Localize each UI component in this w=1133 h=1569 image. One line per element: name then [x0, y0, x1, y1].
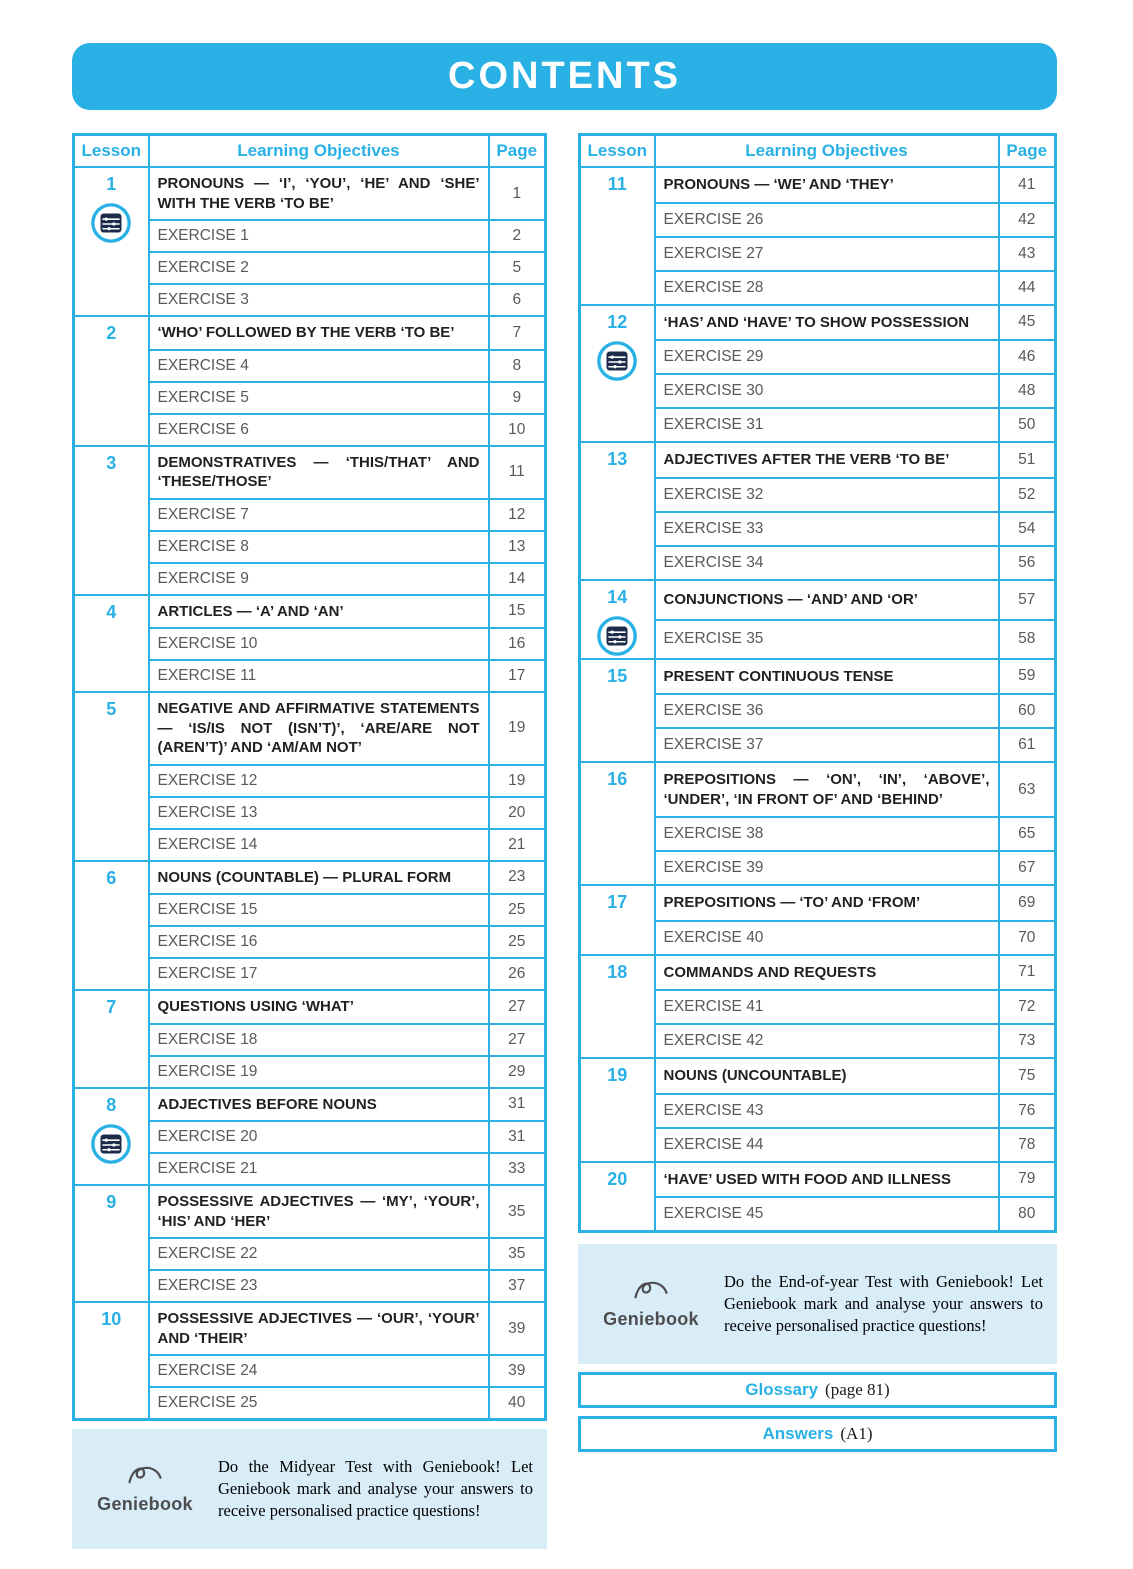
- page-number: 78: [999, 1128, 1056, 1162]
- lesson-number: 11: [607, 174, 627, 194]
- column-header-page: Page: [999, 135, 1056, 168]
- exercise-label: EXERCISE 5: [149, 382, 489, 414]
- abacus-lesson-icon: [76, 202, 147, 244]
- page-number: 9: [489, 382, 546, 414]
- abacus-lesson-icon: [76, 1123, 147, 1165]
- lesson-title: ‘HAVE’ USED WITH FOOD AND ILLNESS: [655, 1162, 999, 1198]
- page-number: 44: [999, 271, 1056, 305]
- page-number: 19: [489, 765, 546, 797]
- exercise-label: EXERCISE 18: [149, 1024, 489, 1056]
- lesson-number: 17: [607, 892, 628, 912]
- page-number: 37: [489, 1270, 546, 1302]
- exercise-label: EXERCISE 33: [655, 512, 999, 546]
- page-number: 63: [999, 762, 1056, 817]
- midyear-callout-text: Do the Midyear Test with Geniebook! Let Geniebook mark and analyse your answers to receive personalised practice questions!: [218, 1457, 533, 1520]
- geniebook-wordmark: Geniebook: [603, 1309, 699, 1329]
- page-number: 40: [489, 1387, 546, 1420]
- abacus-lesson-icon: [582, 615, 653, 657]
- column-header-lesson: Lesson: [74, 135, 149, 168]
- lesson-title: ‘HAS’ AND ‘HAVE’ TO SHOW POSSESSION: [655, 305, 999, 341]
- lesson-title: CONJUNCTIONS — ‘AND’ AND ‘OR’: [655, 580, 999, 620]
- lesson-number: 10: [101, 1309, 122, 1329]
- exercise-label: EXERCISE 10: [149, 628, 489, 660]
- exercise-label: EXERCISE 3: [149, 284, 489, 316]
- lesson-title-row: [74, 861, 546, 895]
- answers-label: Answers: [762, 1424, 834, 1443]
- exercise-label: EXERCISE 8: [149, 531, 489, 563]
- lesson-number: 20: [607, 1168, 628, 1189]
- page-number: 70: [999, 921, 1056, 955]
- exercise-label: EXERCISE 30: [655, 374, 999, 408]
- page-number: 5: [489, 252, 546, 284]
- page-number: 8: [489, 350, 546, 382]
- lesson-title-row: [74, 167, 546, 220]
- page-number: 52: [999, 478, 1056, 512]
- endofyear-callout-text: Do the End-of-year Test with Geniebook! Let Geniebook mark and analyse your answers to receive personalised practice questions!: [724, 1272, 1043, 1335]
- lesson-cell: [580, 955, 655, 1059]
- page-number: 2: [489, 220, 546, 252]
- page-number: 25: [489, 926, 546, 958]
- page-number: 11: [489, 446, 546, 499]
- page-number: 57: [999, 580, 1056, 620]
- page-number: 72: [999, 990, 1056, 1024]
- left-column: [72, 133, 547, 1549]
- exercise-label: EXERCISE 25: [149, 1387, 489, 1420]
- exercise-label: EXERCISE 4: [149, 350, 489, 382]
- lesson-title-row: [74, 692, 546, 765]
- lesson-title: NOUNS (UNCOUNTABLE): [655, 1058, 999, 1094]
- page-number: 45: [999, 305, 1056, 341]
- exercise-label: EXERCISE 23: [149, 1270, 489, 1302]
- lesson-title-row: [580, 580, 1056, 620]
- page-number: 48: [999, 374, 1056, 408]
- lesson-cell: [580, 1162, 655, 1232]
- lesson-number: 9: [106, 1192, 117, 1212]
- lesson-title-row: [580, 1162, 1056, 1198]
- exercise-label: EXERCISE 28: [655, 271, 999, 305]
- page-number: 25: [489, 894, 546, 926]
- exercise-label: EXERCISE 43: [655, 1094, 999, 1128]
- page-number: 58: [999, 620, 1056, 659]
- lesson-cell: [74, 861, 149, 991]
- page-number: 51: [999, 442, 1056, 478]
- lesson-cell: [74, 316, 149, 446]
- lesson-title-row: [580, 955, 1056, 991]
- lesson-title: ‘WHO’ FOLLOWED BY THE VERB ‘TO BE’: [149, 316, 489, 350]
- page-number: 61: [999, 728, 1056, 762]
- lesson-title: ADJECTIVES BEFORE NOUNS: [149, 1088, 489, 1122]
- page-number: 14: [489, 563, 546, 595]
- exercise-label: EXERCISE 29: [655, 340, 999, 374]
- page-number: 15: [489, 595, 546, 629]
- exercise-label: EXERCISE 14: [149, 829, 489, 861]
- page-number: 73: [999, 1024, 1056, 1058]
- header-bar: [72, 43, 1057, 110]
- lesson-title: POSSESSIVE ADJECTIVES — ‘MY’, ‘YOUR’, ‘HIS’ AND ‘HER’: [149, 1185, 489, 1238]
- geniebook-logo: [86, 1463, 204, 1515]
- exercise-label: EXERCISE 32: [655, 478, 999, 512]
- page-number: 17: [489, 660, 546, 692]
- lesson-number: 5: [106, 699, 117, 719]
- exercise-label: EXERCISE 31: [655, 408, 999, 442]
- table-header-row: [580, 135, 1056, 168]
- exercise-label: EXERCISE 22: [149, 1238, 489, 1270]
- page-number: 80: [999, 1197, 1056, 1232]
- page-number: 6: [489, 284, 546, 316]
- lesson-title-row: [580, 167, 1056, 203]
- lesson-number: 18: [607, 961, 628, 982]
- lesson-title: NOUNS (COUNTABLE) — PLURAL FORM: [149, 861, 489, 895]
- page-number: 23: [489, 861, 546, 895]
- lesson-cell: [580, 442, 655, 580]
- exercise-label: EXERCISE 17: [149, 958, 489, 990]
- page-number: 39: [489, 1302, 546, 1355]
- page-number: 1: [489, 167, 546, 220]
- lesson-number: 8: [106, 1094, 117, 1115]
- page-number: 46: [999, 340, 1056, 374]
- contents-table-left: [72, 133, 547, 1421]
- page-number: 35: [489, 1238, 546, 1270]
- lesson-title-row: [580, 1058, 1056, 1094]
- lesson-cell: [580, 762, 655, 885]
- glossary-row: [578, 1372, 1057, 1408]
- page-number: 26: [489, 958, 546, 990]
- exercise-label: EXERCISE 35: [655, 620, 999, 659]
- lesson-cell: [580, 305, 655, 443]
- exercise-label: EXERCISE 36: [655, 694, 999, 728]
- lesson-number: 2: [106, 323, 117, 343]
- page-number: 19: [489, 692, 546, 765]
- page-number: 54: [999, 512, 1056, 546]
- lesson-number: 1: [106, 174, 117, 194]
- lesson-title: COMMANDS AND REQUESTS: [655, 955, 999, 991]
- exercise-label: EXERCISE 26: [655, 203, 999, 237]
- lesson-cell: [580, 167, 655, 305]
- abacus-lesson-icon: [582, 340, 653, 382]
- lesson-title-row: [74, 446, 546, 499]
- geniebook-swirl-icon: [631, 1278, 671, 1307]
- lesson-title: PREPOSITIONS — ‘ON’, ‘IN’, ‘ABOVE’, ‘UNDER’, ‘IN FRONT OF’ AND ‘BEHIND’: [655, 762, 999, 817]
- lesson-cell: [74, 1185, 149, 1302]
- lesson-number: 15: [607, 665, 628, 686]
- page-title: CONTENTS: [448, 55, 681, 97]
- exercise-label: EXERCISE 34: [655, 546, 999, 580]
- lesson-number: 4: [106, 601, 117, 622]
- lesson-number: 16: [607, 769, 628, 789]
- table-header-row: [74, 135, 546, 168]
- lesson-title: PREPOSITIONS — ‘TO’ AND ‘FROM’: [655, 885, 999, 921]
- lesson-title-row: [74, 1088, 546, 1122]
- lesson-title: NEGATIVE AND AFFIRMATIVE STATEMENTS — ‘IS/IS NOT (ISN’T)’, ‘ARE/ARE NOT (AREN’T)’ AND ‘AM/AM NOT’: [149, 692, 489, 765]
- geniebook-logo: [592, 1278, 710, 1330]
- exercise-label: EXERCISE 41: [655, 990, 999, 1024]
- page-number: 35: [489, 1185, 546, 1238]
- lesson-cell: [580, 580, 655, 659]
- exercise-label: EXERCISE 1: [149, 220, 489, 252]
- lesson-title-row: [580, 659, 1056, 695]
- lesson-title: POSSESSIVE ADJECTIVES — ‘OUR’, ‘YOUR’ AND ‘THEIR’: [149, 1302, 489, 1355]
- exercise-label: EXERCISE 12: [149, 765, 489, 797]
- page-number: 33: [489, 1153, 546, 1185]
- exercise-label: EXERCISE 20: [149, 1121, 489, 1153]
- exercise-label: EXERCISE 39: [655, 851, 999, 885]
- lesson-title-row: [74, 595, 546, 629]
- lesson-title: DEMONSTRATIVES — ‘THIS/THAT’ AND ‘THESE/THOSE’: [149, 446, 489, 499]
- lesson-number: 12: [607, 311, 628, 332]
- page-number: 10: [489, 414, 546, 446]
- lesson-title: ADJECTIVES AFTER THE VERB ‘TO BE’: [655, 442, 999, 478]
- column-header-lesson: Lesson: [580, 135, 655, 168]
- page-number: 79: [999, 1162, 1056, 1198]
- exercise-label: EXERCISE 40: [655, 921, 999, 955]
- lesson-title-row: [74, 990, 546, 1024]
- page-number: 16: [489, 628, 546, 660]
- lesson-cell: [74, 595, 149, 693]
- lesson-number: 3: [106, 452, 117, 473]
- exercise-label: EXERCISE 6: [149, 414, 489, 446]
- right-column: [578, 133, 1057, 1452]
- lesson-title: PRONOUNS — ‘I’, ‘YOU’, ‘HE’ AND ‘SHE’ WITH THE VERB ‘TO BE’: [149, 167, 489, 220]
- page-number: 43: [999, 237, 1056, 271]
- page-number: 20: [489, 797, 546, 829]
- page-number: 65: [999, 817, 1056, 851]
- lesson-cell: [74, 446, 149, 595]
- lesson-cell: [74, 167, 149, 316]
- page-number: 50: [999, 408, 1056, 442]
- geniebook-swirl-icon: [125, 1463, 165, 1492]
- page-number: 39: [489, 1355, 546, 1387]
- page-number: 12: [489, 499, 546, 531]
- lesson-number: 14: [607, 586, 628, 607]
- lesson-title-row: [74, 316, 546, 350]
- column-header-objectives: Learning Objectives: [655, 135, 999, 168]
- page-number: 59: [999, 659, 1056, 695]
- contents-table-right: [578, 133, 1057, 1233]
- page-number: 60: [999, 694, 1056, 728]
- lesson-title: QUESTIONS USING ‘WHAT’: [149, 990, 489, 1024]
- answers-page-ref: (A1): [840, 1424, 873, 1443]
- geniebook-midyear-callout: [72, 1429, 547, 1549]
- page-number: 7: [489, 316, 546, 350]
- lesson-title-row: [580, 885, 1056, 921]
- lesson-cell: [580, 885, 655, 955]
- lesson-number: 19: [607, 1065, 628, 1085]
- exercise-label: EXERCISE 19: [149, 1056, 489, 1088]
- lesson-title: ARTICLES — ‘A’ AND ‘AN’: [149, 595, 489, 629]
- lesson-number: 13: [607, 449, 628, 469]
- page-number: 29: [489, 1056, 546, 1088]
- exercise-label: EXERCISE 37: [655, 728, 999, 762]
- exercise-label: EXERCISE 24: [149, 1355, 489, 1387]
- exercise-label: EXERCISE 16: [149, 926, 489, 958]
- exercise-label: EXERCISE 27: [655, 237, 999, 271]
- column-header-objectives: Learning Objectives: [149, 135, 489, 168]
- glossary-label: Glossary: [745, 1380, 819, 1399]
- column-header-page: Page: [489, 135, 546, 168]
- lesson-cell: [74, 1088, 149, 1186]
- page-number: 42: [999, 203, 1056, 237]
- page-number: 69: [999, 885, 1056, 921]
- exercise-label: EXERCISE 15: [149, 894, 489, 926]
- page-number: 75: [999, 1058, 1056, 1094]
- lesson-number: 7: [106, 997, 117, 1017]
- lesson-title-row: [580, 442, 1056, 478]
- exercise-label: EXERCISE 38: [655, 817, 999, 851]
- lesson-cell: [74, 692, 149, 861]
- lesson-title-row: [580, 762, 1056, 817]
- exercise-label: EXERCISE 9: [149, 563, 489, 595]
- page-number: 71: [999, 955, 1056, 991]
- exercise-label: EXERCISE 21: [149, 1153, 489, 1185]
- exercise-label: EXERCISE 44: [655, 1128, 999, 1162]
- glossary-page-ref: (page 81): [825, 1380, 890, 1399]
- lesson-title-row: [580, 305, 1056, 341]
- lesson-title: PRONOUNS — ‘WE’ AND ‘THEY’: [655, 167, 999, 203]
- page-number: 21: [489, 829, 546, 861]
- lesson-cell: [580, 659, 655, 763]
- lesson-cell: [74, 990, 149, 1088]
- exercise-label: EXERCISE 7: [149, 499, 489, 531]
- lesson-cell: [580, 1058, 655, 1162]
- page-number: 67: [999, 851, 1056, 885]
- page-number: 31: [489, 1088, 546, 1122]
- page-number: 76: [999, 1094, 1056, 1128]
- answers-row: [578, 1416, 1057, 1452]
- exercise-label: EXERCISE 13: [149, 797, 489, 829]
- lesson-number: 6: [106, 867, 117, 888]
- exercise-label: EXERCISE 42: [655, 1024, 999, 1058]
- lesson-cell: [74, 1302, 149, 1420]
- exercise-label: EXERCISE 11: [149, 660, 489, 692]
- lesson-title: PRESENT CONTINUOUS TENSE: [655, 659, 999, 695]
- exercise-label: EXERCISE 2: [149, 252, 489, 284]
- page-number: 41: [999, 167, 1056, 203]
- exercise-label: EXERCISE 45: [655, 1197, 999, 1232]
- geniebook-wordmark: Geniebook: [97, 1494, 193, 1514]
- page-number: 31: [489, 1121, 546, 1153]
- geniebook-endofyear-callout: [578, 1244, 1057, 1364]
- lesson-title-row: [74, 1302, 546, 1355]
- lesson-title-row: [74, 1185, 546, 1238]
- page-number: 56: [999, 546, 1056, 580]
- page-number: 13: [489, 531, 546, 563]
- page-number: 27: [489, 990, 546, 1024]
- page-number: 27: [489, 1024, 546, 1056]
